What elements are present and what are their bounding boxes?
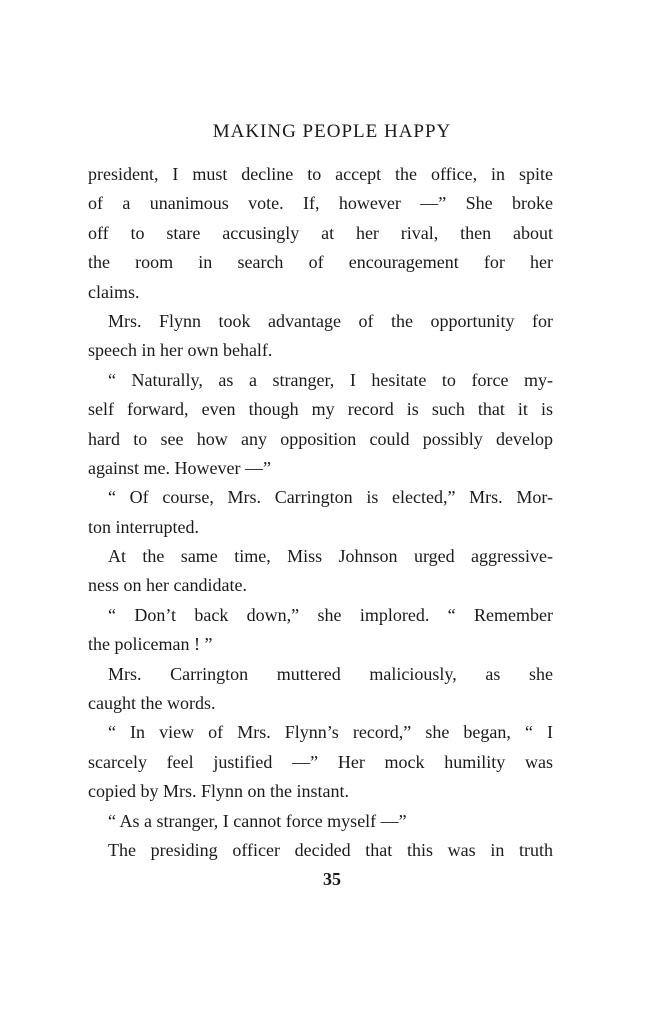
text-line: At the same time, Miss Johnson urged aggressive- [108,546,553,567]
page-number: 35 [323,869,341,889]
text-line: claims. [88,281,140,302]
text-line: “ Don’t back down,” she implored. “ Remember [108,604,553,625]
text-line: ness on her candidate. [88,575,247,596]
running-head: MAKING PEOPLE HAPPY [212,121,452,142]
text-line: president, I must decline to accept the office, in spite [88,164,553,184]
text-line: hard to see how any opposition could possibly develop [88,428,553,449]
text-line: Mrs. Carrington muttered maliciously, as she [108,663,553,684]
text-line: Mrs. Flynn took advantage of the opportunity for [108,310,553,331]
text-line: caught the words. [88,693,216,714]
text-line: “ In view of Mrs. Flynn’s record,” she began, “ I [108,722,553,743]
text-line: “ Of course, Mrs. Carrington is elected,” Mrs. Mor- [108,487,553,508]
text-line: copied by Mrs. Flynn on the instant. [88,781,349,802]
text-line: the room in search of encouragement for her [88,252,553,273]
text-line: off to stare accusingly at her rival, then about [88,222,553,243]
text-line: of a unanimous vote. If, however —” She broke [88,193,553,214]
text-line: The presiding officer decided that this was in truth [108,839,553,860]
text-line: “ As a stranger, I cannot force myself —” [108,810,407,831]
text-line: speech in her own behalf. [88,340,273,361]
text-line: the policeman ! ” [88,634,213,655]
text-line: self forward, even though my record is such that it is [88,399,553,420]
text-line: ton interrupted. [88,516,199,537]
body-text [88,160,553,865]
text-line: scarcely feel justified —” Her mock humility was [88,751,553,772]
text-line: “ Naturally, as a stranger, I hesitate to force my- [108,369,553,390]
text-line: against me. However —” [88,457,271,478]
